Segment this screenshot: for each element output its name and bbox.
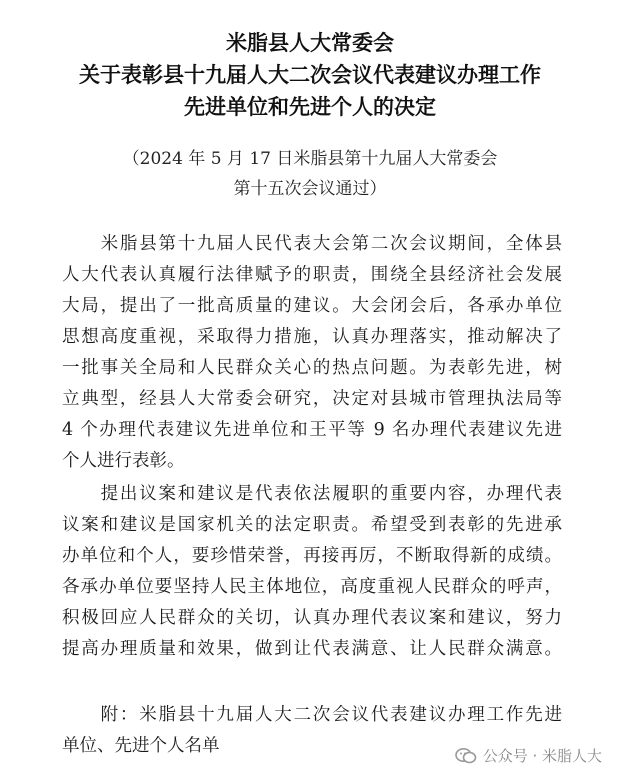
paragraph-line: 办单位和个人，要珍惜荣誉，再接再厉，不断取得新的成绩。 — [62, 546, 562, 566]
paragraph-line: 4 个办理代表建议先进单位和王平等 9 名办理代表建议先进 — [62, 420, 562, 440]
document-title-line-2: 关于表彰县十九届人大二次会议代表建议办理工作 — [79, 63, 541, 87]
paragraph-line: 提高办理质量和效果，做到让代表满意、让人民群众满意。 — [62, 639, 562, 659]
appendix-line: 单位、先进个人名单 — [62, 736, 220, 756]
adoption-note-line-1: （2024 年 5 月 17 日米脂县第十九届人大常委会 — [122, 149, 498, 169]
document-title-line-1: 米脂县人大常委会 — [226, 31, 394, 55]
paragraph-line: 各承办单位要坚持人民主体地位，高度重视人民群众的呼声， — [62, 577, 562, 597]
paragraph-line: 提出议案和建议是代表依法履职的重要内容，办理代表 — [62, 484, 562, 504]
paragraph-line: 议案和建议是国家机关的法定职责。希望受到表彰的先进承 — [62, 515, 562, 535]
paragraph-line: 积极回应人民群众的关切，认真办理代表议案和建议，努力 — [62, 608, 562, 628]
paragraph-line: 大局，提出了一批高质量的建议。大会闭会后，各承办单位 — [62, 296, 562, 316]
adoption-note-line-2: 第十五次会议通过） — [233, 179, 387, 199]
paragraph-line: 个人进行表彰。 — [62, 451, 185, 471]
paragraph-line: 立典型，经县人大常委会研究，决定对县城市管理执法局等 — [62, 389, 562, 409]
watermark-text: 公众号 · 米脂人大 — [482, 747, 602, 765]
wechat-official-account-icon — [455, 747, 477, 765]
document-title-line-3: 先进单位和先进个人的决定 — [184, 95, 436, 119]
paragraph-line: 一批事关全局和人民群众关心的热点问题。为表彰先进，树 — [62, 358, 562, 378]
paragraph-line: 人大代表认真履行法律赋予的职责，围绕全县经济社会发展 — [62, 265, 562, 285]
source-watermark — [451, 743, 606, 768]
appendix-line: 附：米脂县十九届人大二次会议代表建议办理工作先进 — [62, 705, 562, 725]
paragraph-line: 米脂县第十九届人民代表大会第二次会议期间，全体县 — [62, 234, 562, 254]
paragraph-line: 思想高度重视，采取得力措施，认真办理落实，推动解决了 — [62, 327, 562, 347]
